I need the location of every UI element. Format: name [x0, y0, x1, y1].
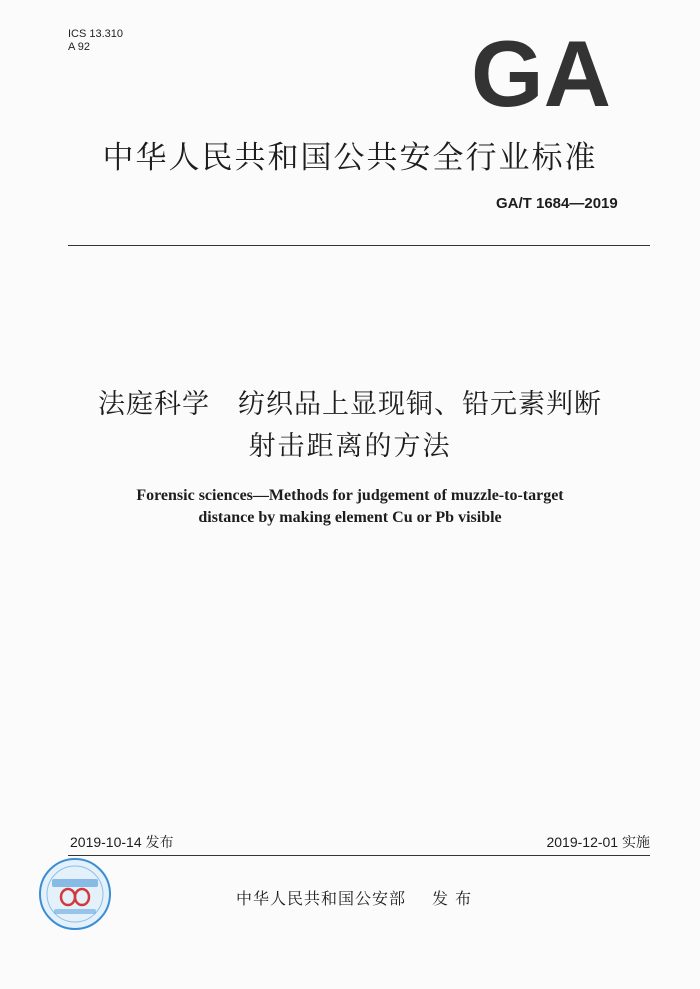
ics-code: ICS 13.310	[68, 28, 124, 40]
publisher	[236, 886, 472, 909]
ccs-code: A 92	[68, 41, 91, 53]
title-en-line1: Forensic sciences—Methods for judgement of muzzle-to-target	[136, 487, 564, 504]
ga-logo-text: GA	[471, 36, 611, 110]
title-zh-field: 法庭科学	[98, 389, 210, 420]
classification-codes	[68, 28, 123, 54]
issue-date: 2019-10-14 发布	[70, 834, 174, 850]
ga-logo	[470, 36, 612, 110]
organization-title: 中华人民共和国公共安全行业标准	[102, 140, 598, 176]
title-zh-line2: 射击距离的方法	[248, 431, 452, 462]
implementation-date: 2019-12-01 实施	[546, 834, 650, 850]
header-divider	[68, 245, 650, 246]
standard-code: GA/T 1684—2019	[496, 195, 618, 212]
certification-stamp-icon	[38, 857, 112, 931]
title-zh-subject: 纺织品上显现铜、铅元素判断	[238, 389, 602, 420]
publisher-name: 中华人民共和国公安部	[236, 889, 407, 908]
title-en-line2: distance by making element Cu or Pb visible	[198, 509, 502, 526]
title-zh-line1	[0, 382, 700, 421]
footer-divider	[68, 855, 650, 856]
publisher-action: 发 布	[432, 889, 473, 908]
